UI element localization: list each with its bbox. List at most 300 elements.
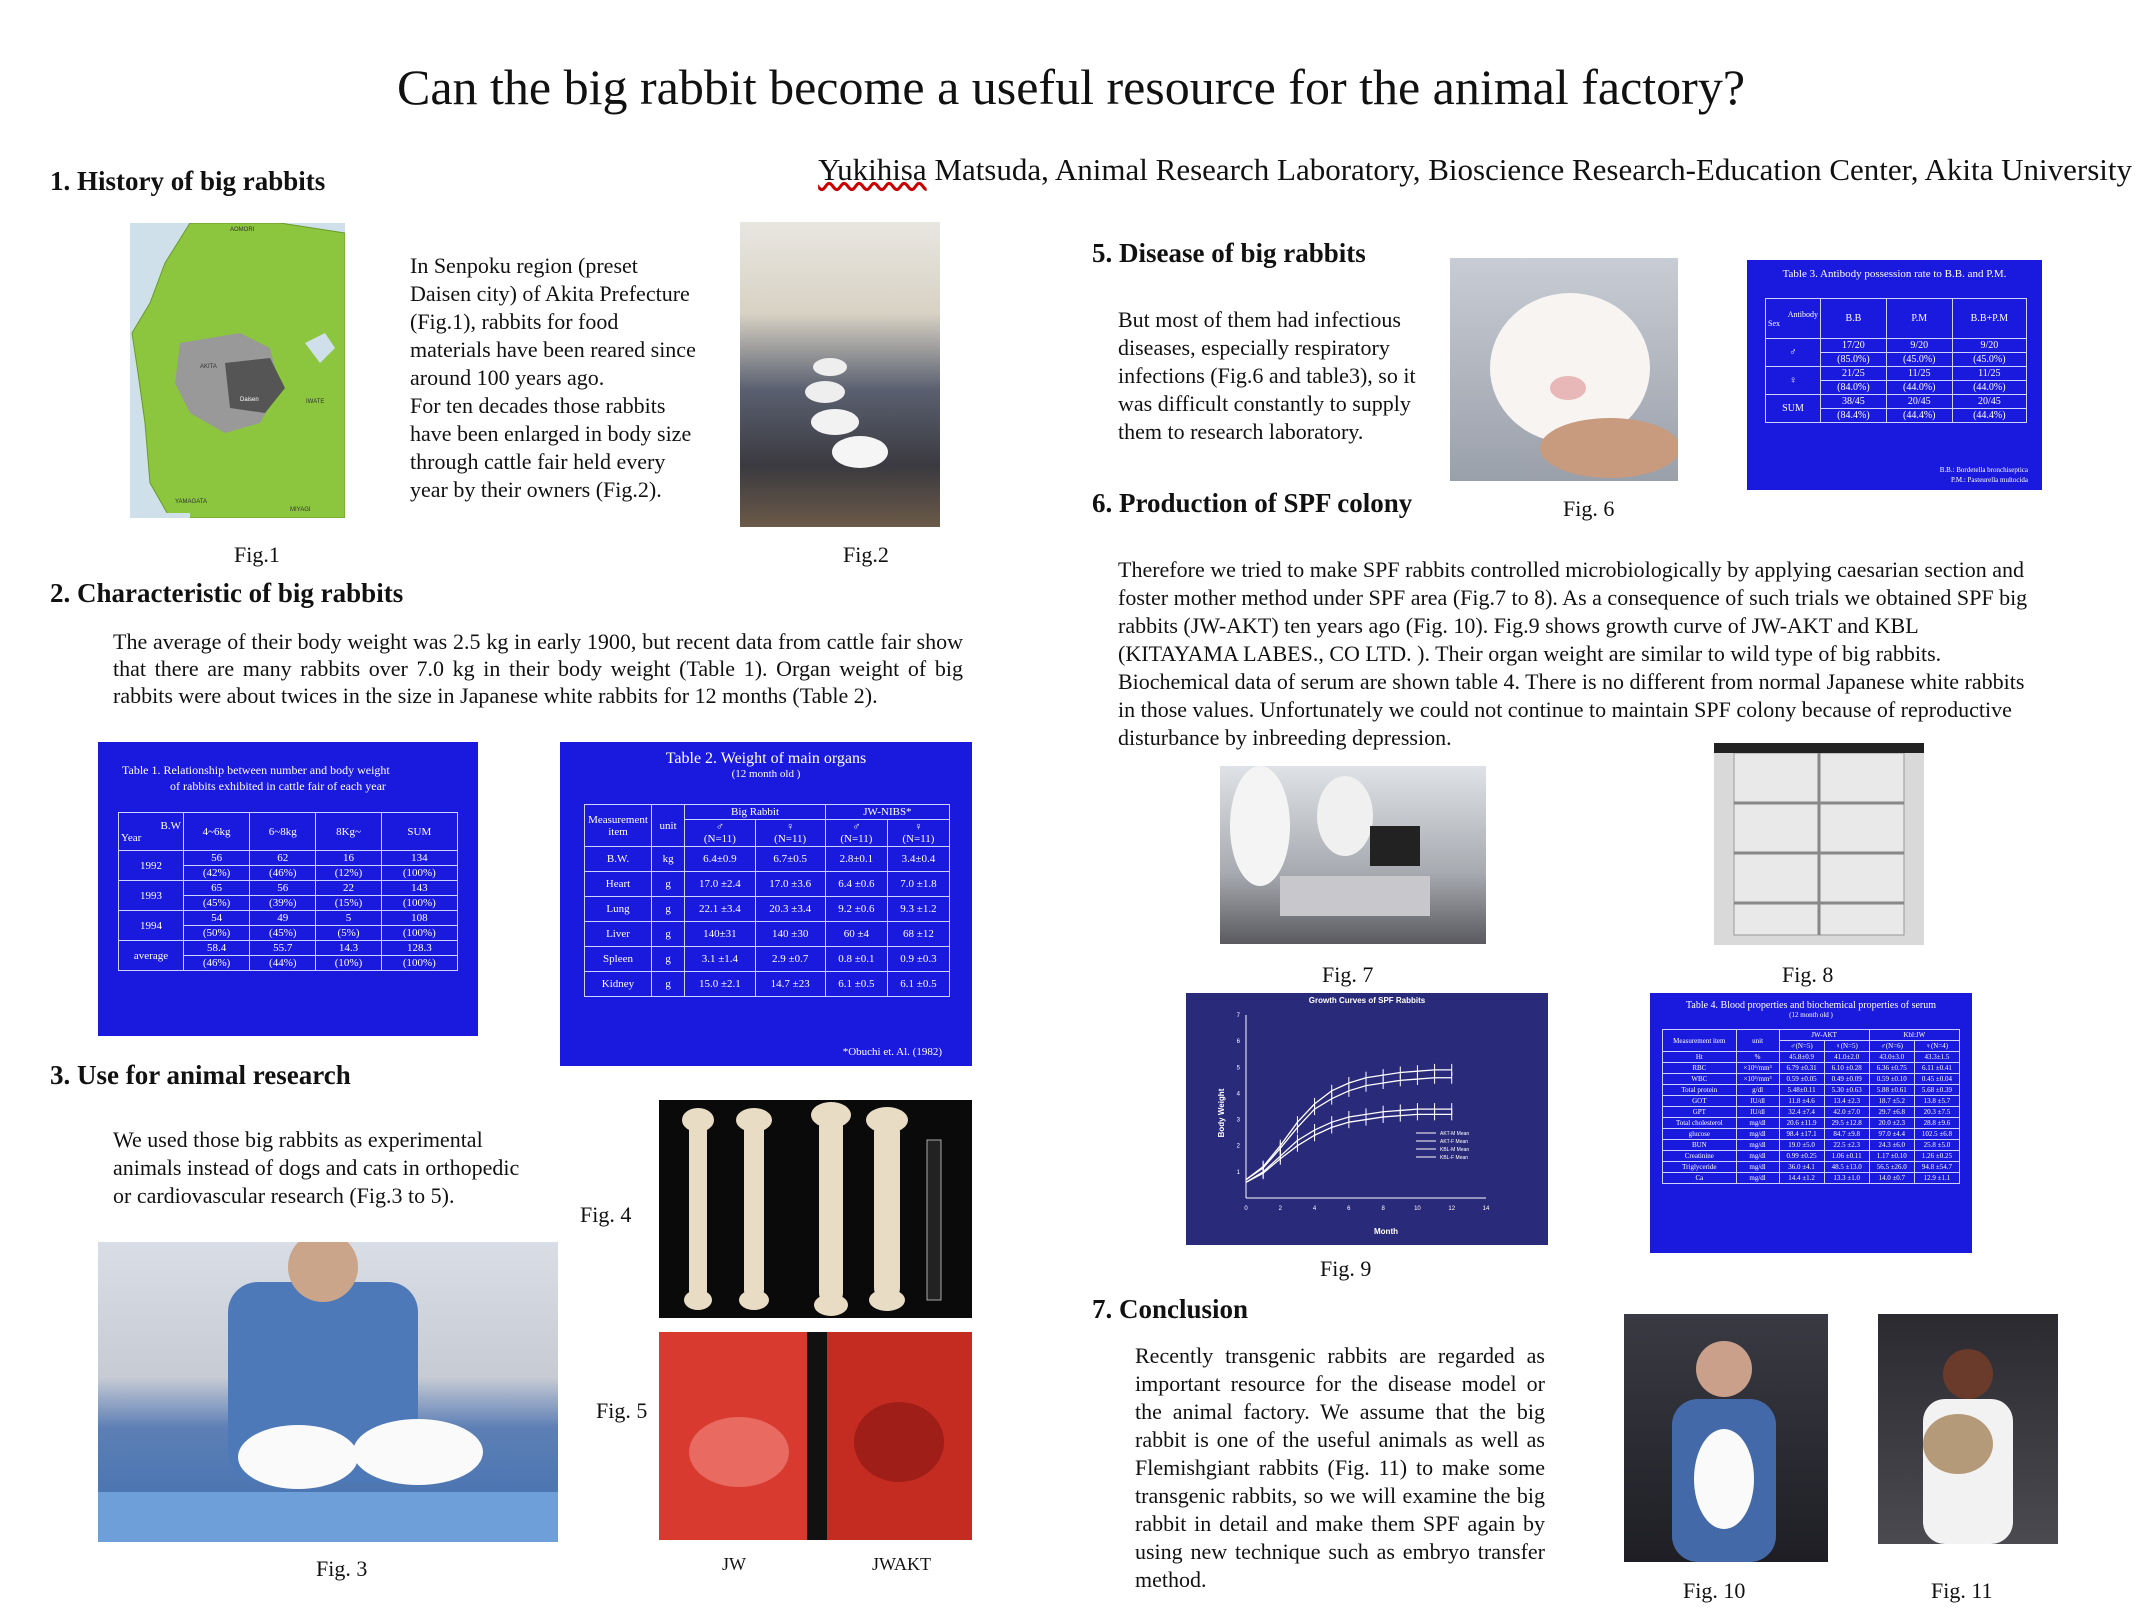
table-2-cell: 140±31 bbox=[685, 922, 755, 947]
table-3-header: B.B+P.M bbox=[1952, 299, 2026, 339]
fig6-graphic bbox=[1450, 258, 1678, 481]
table-4-cell: 102.5 ±6.8 bbox=[1914, 1129, 1959, 1140]
table-1-cell: (100%) bbox=[381, 896, 457, 911]
table-2-footnote: *Obuchi et. Al. (1982) bbox=[842, 1046, 942, 1058]
table-3-header: P.M bbox=[1886, 299, 1952, 339]
map-label-iwate: IWATE bbox=[306, 399, 325, 405]
table-4-cell: 0.59 ±0.10 bbox=[1869, 1074, 1914, 1085]
table-1-cell: 134 bbox=[381, 851, 457, 866]
fig11-graphic bbox=[1878, 1314, 2058, 1544]
table-2-item: Spleen bbox=[585, 947, 652, 972]
fig8-photo-cages bbox=[1714, 743, 1924, 945]
table-2-cell: 15.0 ±2.1 bbox=[685, 972, 755, 997]
table-1-cell: (5%) bbox=[316, 926, 381, 941]
table-3-sex: ♂ bbox=[1766, 339, 1821, 367]
table-3-cell: 21/25 bbox=[1821, 367, 1887, 381]
table-3-cell: 11/25 bbox=[1952, 367, 2026, 381]
fig10-graphic bbox=[1624, 1314, 1828, 1562]
table-4-cell: 14.0 ±0.7 bbox=[1869, 1173, 1914, 1184]
fig1-map bbox=[130, 223, 345, 518]
author-name: Yukihisa bbox=[818, 152, 927, 187]
fig10-caption: Fig. 10 bbox=[1683, 1578, 1746, 1603]
table-1-cell: 65 bbox=[184, 881, 250, 896]
table-4-cell: 94.8 ±54.7 bbox=[1914, 1162, 1959, 1173]
table-4-caption: Table 4. Blood properties and biochemical properties of serum bbox=[1685, 1000, 1937, 1011]
table-2-cell: 140 ±30 bbox=[755, 922, 825, 947]
table-4-item: Creatinine bbox=[1663, 1151, 1737, 1162]
table-4-cell: 45.8±0.9 bbox=[1779, 1052, 1824, 1063]
table-4-cell: 6.10 ±0.28 bbox=[1824, 1063, 1869, 1074]
table-3-sex: SUM bbox=[1766, 395, 1821, 423]
table-4-cell: 20.0 ±2.3 bbox=[1869, 1118, 1914, 1129]
table-1-cell: (50%) bbox=[184, 926, 250, 941]
table-4-item: BUN bbox=[1663, 1140, 1737, 1151]
table-2-n: (N=11) bbox=[840, 833, 873, 845]
table-4-cell: 42.0 ±7.0 bbox=[1824, 1107, 1869, 1118]
table-2-subcaption: (12 month old ) bbox=[731, 768, 801, 780]
fig3-caption: Fig. 3 bbox=[316, 1556, 368, 1581]
table-4-item: Triglyceride bbox=[1663, 1162, 1737, 1173]
fig8-caption: Fig. 8 bbox=[1782, 962, 1834, 987]
table-3-cell: (44.4%) bbox=[1952, 409, 2026, 423]
table-2-cell: 6.1 ±0.5 bbox=[825, 972, 887, 997]
table-4-cell: 56.5 ±26.0 bbox=[1869, 1162, 1914, 1173]
table-2-cell: 7.0 ±1.8 bbox=[887, 872, 949, 897]
table-2-unit: g bbox=[652, 972, 685, 997]
table-4-header-group: Kbl:JW bbox=[1869, 1030, 1959, 1041]
chart-xlabel: Month bbox=[1374, 1227, 1398, 1236]
fig3-photo-researcher bbox=[98, 1242, 558, 1542]
table-2-cell: 9.3 ±1.2 bbox=[887, 897, 949, 922]
author-affiliation: Matsuda, Animal Research Laboratory, Bioscience Research-Education Center, Akita University bbox=[926, 152, 2132, 187]
table-2-unit: g bbox=[652, 947, 685, 972]
table-4-unit: IU/dl bbox=[1736, 1096, 1779, 1107]
chart-legend-label: KBL-F Mean bbox=[1440, 1155, 1469, 1161]
map-label-yamagata: YAMAGATA bbox=[175, 499, 208, 505]
section-1-text: In Senpoku region (preset Daisen city) of Akita Prefecture (Fig.1), rabbits for food materials have been reared since around 100 years ago. For ten decades those rabbits have been enlarged in body size through cattle fair held every year by their owners (Fig.2). bbox=[410, 253, 696, 502]
table-2-item: Liver bbox=[585, 922, 652, 947]
fig11-photo-flemish-giant bbox=[1878, 1314, 2058, 1544]
table-1-year: 1993 bbox=[119, 881, 184, 911]
table-2-sex: ♂ bbox=[715, 821, 725, 833]
section-2-heading: 2. Characteristic of big rabbits bbox=[50, 578, 404, 608]
table-2-sex: ♀ bbox=[914, 821, 923, 833]
table-2-cell: 6.4 ±0.6 bbox=[825, 872, 887, 897]
map-label-miyagi: MIYAGI bbox=[290, 507, 311, 513]
table-1-cell: (45%) bbox=[184, 896, 250, 911]
section-7-text: Recently transgenic rabbits are regarded as important resource for the disease model or the animal factory. We assume that the big rabbit is one of the useful animals as well as Flemishgiant rabbits (Fig. 11) to make some transgenic rabbits, so we will examine the big rabbit in detail and make them SPF again by using new technique such as embryo transfer method. bbox=[1135, 1343, 1545, 1592]
chart-y-tick-label: 2 bbox=[1236, 1143, 1240, 1150]
table-4-cell: 24.3 ±6.0 bbox=[1869, 1140, 1914, 1151]
table-4-cell: 0.99 ±0.25 bbox=[1779, 1151, 1824, 1162]
table-4-unit: mg/dl bbox=[1736, 1140, 1779, 1151]
table-1-header: 6~8kg bbox=[250, 813, 316, 851]
chart-x-tick-label: 10 bbox=[1414, 1206, 1421, 1212]
chart-y-tick-label: 1 bbox=[1236, 1169, 1240, 1176]
table-4-row bbox=[1663, 1096, 1960, 1107]
table-4-cell: 1.26 ±0.25 bbox=[1914, 1151, 1959, 1162]
table-2-header-sex bbox=[887, 820, 949, 847]
section-6-heading: 6. Production of SPF colony bbox=[1092, 488, 1413, 518]
table-4-unit: mg/dl bbox=[1736, 1129, 1779, 1140]
table-3 bbox=[1747, 260, 2042, 490]
table-4-item: Ht bbox=[1663, 1052, 1737, 1063]
akita-map-graphic bbox=[130, 223, 345, 518]
table-4-cell: 1.06 ±0.11 bbox=[1824, 1151, 1869, 1162]
table-3-cell: (44.0%) bbox=[1952, 381, 2026, 395]
chart-ylabel: Body Weight bbox=[1217, 1088, 1226, 1138]
chart-x-tick-label: 6 bbox=[1347, 1206, 1351, 1212]
table-3-cell: (84.4%) bbox=[1821, 409, 1887, 423]
table-4 bbox=[1650, 993, 1972, 1253]
table-4-item: Ca bbox=[1663, 1173, 1737, 1184]
chart-x-tick-label: 2 bbox=[1278, 1206, 1282, 1212]
table-1-cell: 14.3 bbox=[316, 941, 381, 956]
section-3-heading: 3. Use for animal research bbox=[50, 1060, 351, 1090]
table-2-sex: ♀ bbox=[786, 821, 795, 833]
table-4-cell: 18.7 ±5.2 bbox=[1869, 1096, 1914, 1107]
table-2-cell: 2.8±0.1 bbox=[825, 847, 887, 872]
table-4-row bbox=[1663, 1118, 1960, 1129]
table-3-note-2: P.M.: Pasteurella multocida bbox=[1951, 476, 2028, 484]
table-1-cell: 58.4 bbox=[184, 941, 250, 956]
table-2-sex: ♂ bbox=[852, 821, 861, 833]
table-3-note-1: B.B.: Bordetella bronchiseptica bbox=[1939, 466, 2028, 474]
table-1-grid bbox=[118, 812, 458, 971]
table-4-cell: 11.8 ±4.6 bbox=[1779, 1096, 1824, 1107]
table-1 bbox=[98, 742, 478, 1036]
table-1-cell: 49 bbox=[250, 911, 316, 926]
chart-y-tick-label: 5 bbox=[1236, 1065, 1240, 1072]
table-4-cell: 5.68 ±0.39 bbox=[1914, 1085, 1959, 1096]
fig4-photo-bones bbox=[659, 1100, 972, 1318]
table-2-cell: 60 ±4 bbox=[825, 922, 887, 947]
table-1-year: 1994 bbox=[119, 911, 184, 941]
table-4-unit: mg/dl bbox=[1736, 1162, 1779, 1173]
table-4-cell: 25.8 ±5.0 bbox=[1914, 1140, 1959, 1151]
table-4-unit: g/dl bbox=[1736, 1085, 1779, 1096]
table-3-corner bbox=[1766, 299, 1821, 339]
table-4-header-sex: ♀(N=5) bbox=[1824, 1041, 1869, 1052]
table-2 bbox=[560, 742, 972, 1066]
table-3-cell: (85.0%) bbox=[1821, 353, 1887, 367]
fig1-caption: Fig.1 bbox=[234, 542, 280, 567]
table-4-cell: 28.8 ±9.6 bbox=[1914, 1118, 1959, 1129]
table-4-cell: 13.3 ±1.0 bbox=[1824, 1173, 1869, 1184]
table-2-cell: 6.1 ±0.5 bbox=[887, 972, 949, 997]
table-2-cell: 6.4±0.9 bbox=[685, 847, 755, 872]
table-2-cell: 2.9 ±0.7 bbox=[755, 947, 825, 972]
table-2-item: Kidney bbox=[585, 972, 652, 997]
section-2-text: The average of their body weight was 2.5 kg in early 1900, but recent data from cattle fair show that there are many rabbits over 7.0 kg in their body weight (Table 1). Organ weight of big rabbits were about twices in the size in Japanese white rabbits for 12 months (Table 2). bbox=[113, 629, 963, 708]
table-4-item: Total protein bbox=[1663, 1085, 1737, 1096]
table-2-unit: kg bbox=[652, 847, 685, 872]
table-1-cell: 55.7 bbox=[250, 941, 316, 956]
table-4-unit: mg/dl bbox=[1736, 1173, 1779, 1184]
table-2-cell: 6.7±0.5 bbox=[755, 847, 825, 872]
table-3-corner-top: Antibody bbox=[1787, 309, 1818, 319]
poster-title: Can the big rabbit become a useful resource for the animal factory? bbox=[396, 59, 1746, 115]
table-1-header: 4~6kg bbox=[184, 813, 250, 851]
table-1-cell: (12%) bbox=[316, 866, 381, 881]
table-2-cell: 0.9 ±0.3 bbox=[887, 947, 949, 972]
fig9-caption: Fig. 9 bbox=[1320, 1256, 1372, 1281]
table-4-unit: ×10³/mm³ bbox=[1736, 1074, 1779, 1085]
table-4-cell: 84.7 ±9.8 bbox=[1824, 1129, 1869, 1140]
fig7-graphic bbox=[1220, 766, 1486, 944]
table-2-n: (N=11) bbox=[774, 833, 807, 845]
table-2-cell: 0.8 ±0.1 bbox=[825, 947, 887, 972]
table-4-cell: 5.48±0.11 bbox=[1779, 1085, 1824, 1096]
table-1-cell: (39%) bbox=[250, 896, 316, 911]
table-1-cell: 16 bbox=[316, 851, 381, 866]
chart-x-tick-label: 14 bbox=[1482, 1206, 1490, 1212]
table-4-unit: IU/dl bbox=[1736, 1107, 1779, 1118]
section-5-heading: 5. Disease of big rabbits bbox=[1092, 238, 1366, 268]
table-3-cell: 38/45 bbox=[1821, 395, 1887, 409]
fig11-caption: Fig. 11 bbox=[1931, 1578, 1993, 1603]
table-4-cell: 41.0±2.0 bbox=[1824, 1052, 1869, 1063]
table-4-unit: % bbox=[1736, 1052, 1779, 1063]
table-3-cell: (45.0%) bbox=[1886, 353, 1952, 367]
chart-x-tick-label: 0 bbox=[1244, 1206, 1248, 1212]
table-2-item: Lung bbox=[585, 897, 652, 922]
chart-series-group bbox=[1246, 1064, 1452, 1188]
table-4-row bbox=[1663, 1173, 1960, 1184]
table-2-item: Heart bbox=[585, 872, 652, 897]
table-1-corner bbox=[119, 813, 184, 851]
table-4-subcaption: (12 month old ) bbox=[1789, 1011, 1833, 1019]
table-2-header-unit: unit bbox=[652, 805, 685, 847]
table-2-cell: 17.0 ±3.6 bbox=[755, 872, 825, 897]
chart-x-tick-label: 12 bbox=[1448, 1206, 1456, 1212]
table-4-cell: 97.0 ±4.4 bbox=[1869, 1129, 1914, 1140]
table-1-cell: 128.3 bbox=[381, 941, 457, 956]
chart-title: Growth Curves of SPF Rabbits bbox=[1308, 996, 1426, 1005]
fig3-graphic bbox=[98, 1242, 558, 1542]
table-2-header-group: JW-NIBS* bbox=[825, 805, 949, 820]
table-4-cell: 6.36 ±0.75 bbox=[1869, 1063, 1914, 1074]
table-1-cell: (10%) bbox=[316, 956, 381, 971]
table-4-cell: 98.4 ±17.1 bbox=[1779, 1129, 1824, 1140]
table-2-unit: g bbox=[652, 897, 685, 922]
fig2-photo-cattle-fair bbox=[740, 222, 940, 527]
table-4-header-group: JW-AKT bbox=[1779, 1030, 1869, 1041]
table-1-cell: (100%) bbox=[381, 926, 457, 941]
table-2-cell: 3.4±0.4 bbox=[887, 847, 949, 872]
table-3-cell: 20/45 bbox=[1886, 395, 1952, 409]
fig2-rabbits-graphic bbox=[740, 222, 940, 527]
table-3-header: B.B bbox=[1821, 299, 1887, 339]
table-4-cell: 48.5 ±13.0 bbox=[1824, 1162, 1869, 1173]
table-1-cell: 62 bbox=[250, 851, 316, 866]
fig9-growth-chart bbox=[1186, 993, 1548, 1245]
chart-legend bbox=[1416, 1131, 1469, 1161]
fig2-caption: Fig.2 bbox=[843, 542, 889, 567]
table-4-unit: ×10⁶/mm³ bbox=[1736, 1063, 1779, 1074]
chart-legend-label: KBL-M Mean bbox=[1440, 1147, 1470, 1153]
table-4-item: RBC bbox=[1663, 1063, 1737, 1074]
map-label-daisen: Daisen bbox=[240, 397, 259, 403]
table-3-cell: (44.4%) bbox=[1886, 409, 1952, 423]
table-4-header-sex: ♂(N=5) bbox=[1779, 1041, 1824, 1052]
table-1-cell: (100%) bbox=[381, 956, 457, 971]
author-line bbox=[818, 152, 2132, 188]
table-4-row bbox=[1663, 1151, 1960, 1162]
table-1-cell: (46%) bbox=[250, 866, 316, 881]
table-1-cell: 54 bbox=[184, 911, 250, 926]
table-4-row bbox=[1663, 1052, 1960, 1063]
table-1-cell: 56 bbox=[184, 851, 250, 866]
table-4-unit: mg/dl bbox=[1736, 1118, 1779, 1129]
table-2-cell: 17.0 ±2.4 bbox=[685, 872, 755, 897]
table-1-corner-top: B.W bbox=[160, 819, 181, 832]
table-1-cell: (46%) bbox=[184, 956, 250, 971]
chart-x-tick-label: 4 bbox=[1312, 1206, 1317, 1212]
table-3-cell: 9/20 bbox=[1886, 339, 1952, 353]
table-3-cell: (44.0%) bbox=[1886, 381, 1952, 395]
section-5-text: But most of them had infectious diseases, especially respiratory infections (Fig.6 and table3), so it was difficult constantly to supply them to research laboratory. bbox=[1118, 307, 1416, 444]
table-2-cell: 14.7 ±23 bbox=[755, 972, 825, 997]
table-2-unit: g bbox=[652, 922, 685, 947]
table-4-header-sex: ♀(N=4) bbox=[1914, 1041, 1959, 1052]
chart-x-tick-label: 8 bbox=[1381, 1206, 1385, 1212]
fig8-graphic bbox=[1714, 743, 1924, 945]
table-4-cell: 1.17 ±0.10 bbox=[1869, 1151, 1914, 1162]
table-2-cell: 9.2 ±0.6 bbox=[825, 897, 887, 922]
table-4-cell: 5.88 ±0.61 bbox=[1869, 1085, 1914, 1096]
table-4-cell: 5.30 ±0.63 bbox=[1824, 1085, 1869, 1096]
table-4-cell: 6.11 ±0.41 bbox=[1914, 1063, 1959, 1074]
table-4-body bbox=[1663, 1052, 1960, 1184]
fig10-photo-person-rabbit bbox=[1624, 1314, 1828, 1562]
table-2-header-group: Big Rabbit bbox=[685, 805, 826, 820]
table-2-header-item: Measurement item bbox=[585, 805, 652, 847]
table-1-caption bbox=[98, 742, 478, 794]
table-1-header: SUM bbox=[381, 813, 457, 851]
chart-y-tick-label: 7 bbox=[1236, 1013, 1240, 1019]
table-4-cell: 6.79 ±0.31 bbox=[1779, 1063, 1824, 1074]
table-1-cell: 143 bbox=[381, 881, 457, 896]
table-1-cell: (100%) bbox=[381, 866, 457, 881]
table-2-header-sex bbox=[685, 820, 755, 847]
table-4-cell: 0.59 ±0.05 bbox=[1779, 1074, 1824, 1085]
chart-legend-label: AKT-M Mean bbox=[1440, 1131, 1470, 1137]
fig5-caption: Fig. 5 bbox=[596, 1398, 648, 1423]
table-4-cell: 14.4 ±1.2 bbox=[1779, 1173, 1824, 1184]
table-4-item: Total cholesterol bbox=[1663, 1118, 1737, 1129]
table-1-cell: 5 bbox=[316, 911, 381, 926]
table-4-row bbox=[1663, 1063, 1960, 1074]
table-1-cell: 56 bbox=[250, 881, 316, 896]
table-1-caption-line-2: of rabbits exhibited in cattle fair of each year bbox=[170, 779, 386, 793]
table-3-grid bbox=[1765, 298, 2027, 423]
fig5-label-jw: JW bbox=[722, 1554, 746, 1574]
table-4-row bbox=[1663, 1140, 1960, 1151]
table-3-cell: 17/20 bbox=[1821, 339, 1887, 353]
table-2-n: (N=11) bbox=[703, 833, 736, 845]
fig6-photo-rabbit bbox=[1450, 258, 1678, 481]
fig7-photo-surgery bbox=[1220, 766, 1486, 944]
table-4-row bbox=[1663, 1129, 1960, 1140]
table-1-header: 8Kg~ bbox=[316, 813, 381, 851]
section-7-heading: 7. Conclusion bbox=[1092, 1294, 1249, 1324]
table-4-item: GPT bbox=[1663, 1107, 1737, 1118]
table-1-cell: (44%) bbox=[250, 956, 316, 971]
table-4-cell: 36.0 ±4.1 bbox=[1779, 1162, 1824, 1173]
table-1-cell: (15%) bbox=[316, 896, 381, 911]
section-6-text: Therefore we tried to make SPF rabbits controlled microbiologically by applying caesarian section and foster mother method under SPF area (Fig.7 to 8). As a consequence of such trials we obtained SPF big rabbits (JW-AKT) ten years ago (Fig. 10). Fig.9 shows growth curve of JW-AKT and KBL (KITAYAMA LABES., CO LTD. ). Their organ weight are similar to wild type of big rabbits. Biochemical data of serum are shown table 4. There is no different from normal Japanese white rabbits in those values. Unfortunately we could not continue to maintain SPF colony because of reproductive disturbance by inbreeding depression. bbox=[1118, 557, 2028, 750]
map-label-akita: AKITA bbox=[200, 364, 217, 370]
fig4-bones-graphic bbox=[659, 1100, 972, 1318]
table-2-cell: 22.1 ±3.4 bbox=[685, 897, 755, 922]
table-2-n: (N=11) bbox=[902, 833, 935, 845]
table-4-cell: 13.8 ±5.7 bbox=[1914, 1096, 1959, 1107]
table-4-item: glucose bbox=[1663, 1129, 1737, 1140]
table-1-cell: (45%) bbox=[250, 926, 316, 941]
table-4-cell: 0.45 ±0.04 bbox=[1914, 1074, 1959, 1085]
table-1-cell: 22 bbox=[316, 881, 381, 896]
table-2-grid bbox=[584, 804, 950, 997]
table-4-header-sex: ♂(N=6) bbox=[1869, 1041, 1914, 1052]
table-4-grid bbox=[1662, 1029, 1960, 1184]
fig5-graphic bbox=[659, 1332, 972, 1540]
table-1-year: 1992 bbox=[119, 851, 184, 881]
table-2-unit: g bbox=[652, 872, 685, 897]
table-4-row bbox=[1663, 1074, 1960, 1085]
table-3-sex: ♀ bbox=[1766, 367, 1821, 395]
growth-chart-svg bbox=[1186, 993, 1548, 1245]
table-1-year: average bbox=[119, 941, 184, 971]
table-4-cell: 20.6 ±11.9 bbox=[1779, 1118, 1824, 1129]
fig5-photo-tissue bbox=[659, 1332, 972, 1540]
table-4-cell: 13.4 ±2.3 bbox=[1824, 1096, 1869, 1107]
table-2-header-sex bbox=[755, 820, 825, 847]
table-4-cell: 19.0 ±5.0 bbox=[1779, 1140, 1824, 1151]
table-3-cell: (84.0%) bbox=[1821, 381, 1887, 395]
table-4-row bbox=[1663, 1107, 1960, 1118]
table-4-row bbox=[1663, 1162, 1960, 1173]
map-label-aomori: AOMORI bbox=[230, 227, 255, 233]
chart-y-tick-label: 4 bbox=[1236, 1091, 1240, 1098]
table-4-cell: 29.5 ±12.8 bbox=[1824, 1118, 1869, 1129]
table-2-header-sex bbox=[825, 820, 887, 847]
table-4-item: GOT bbox=[1663, 1096, 1737, 1107]
table-4-cell: 43.3±1.5 bbox=[1914, 1052, 1959, 1063]
table-3-cell: 9/20 bbox=[1952, 339, 2026, 353]
table-4-cell: 32.4 ±7.4 bbox=[1779, 1107, 1824, 1118]
table-2-caption: Table 2. Weight of main organs bbox=[665, 750, 867, 767]
section-1-heading: 1. History of big rabbits bbox=[50, 166, 326, 196]
table-3-corner-bottom: Sex bbox=[1768, 318, 1780, 328]
table-2-cell: 3.1 ±1.4 bbox=[685, 947, 755, 972]
chart-y-tick-label: 6 bbox=[1236, 1039, 1240, 1046]
table-2-item: B.W. bbox=[585, 847, 652, 872]
table-1-cell: 108 bbox=[381, 911, 457, 926]
table-4-unit: mg/dl bbox=[1736, 1151, 1779, 1162]
chart-legend-label: AKT-F Mean bbox=[1440, 1139, 1469, 1145]
table-1-corner-bottom: Year bbox=[121, 831, 142, 844]
table-3-caption: Table 3. Antibody possession rate to B.B. and P.M. bbox=[1782, 268, 2007, 280]
table-4-item: WBC bbox=[1663, 1074, 1737, 1085]
table-4-cell: 43.0±3.0 bbox=[1869, 1052, 1914, 1063]
table-2-cell: 68 ±12 bbox=[887, 922, 949, 947]
table-4-cell: 22.5 ±2.3 bbox=[1824, 1140, 1869, 1151]
fig7-caption: Fig. 7 bbox=[1322, 962, 1374, 987]
fig4-caption: Fig. 4 bbox=[580, 1202, 632, 1227]
table-3-cell: 11/25 bbox=[1886, 367, 1952, 381]
table-4-cell: 12.9 ±1.1 bbox=[1914, 1173, 1959, 1184]
